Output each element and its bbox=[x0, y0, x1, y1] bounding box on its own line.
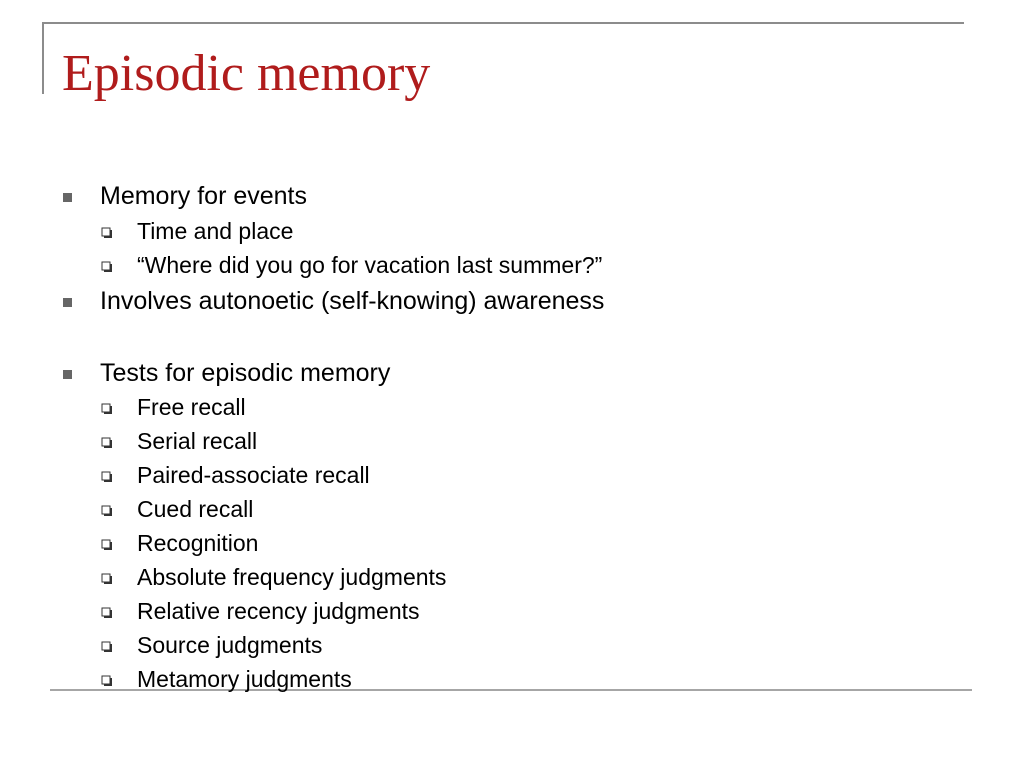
hollow-square-bullet-icon bbox=[101, 573, 113, 585]
sub-bullet-item: Absolute frequency judgments bbox=[137, 564, 447, 590]
slide-title: Episodic memory bbox=[62, 45, 431, 102]
bullet-item: Tests for episodic memory bbox=[100, 359, 391, 387]
bullet-item: Involves autonoetic (self-knowing) awareness bbox=[100, 287, 605, 315]
hollow-square-bullet-icon bbox=[101, 607, 113, 619]
frame-left-line bbox=[42, 22, 44, 94]
sub-bullet-item: Relative recency judgments bbox=[137, 598, 420, 624]
hollow-square-bullet-icon bbox=[101, 675, 113, 687]
bullet-item: Memory for events bbox=[100, 182, 308, 210]
sub-bullet-item: Free recall bbox=[137, 394, 246, 420]
hollow-square-bullet-icon bbox=[101, 437, 113, 449]
hollow-square-bullet-icon bbox=[101, 227, 113, 239]
sub-bullet-item: Paired-associate recall bbox=[137, 462, 370, 488]
sub-bullet-item: Recognition bbox=[137, 530, 259, 556]
square-bullet-icon bbox=[63, 193, 72, 202]
hollow-square-bullet-icon bbox=[101, 539, 113, 551]
square-bullet-icon bbox=[63, 370, 72, 379]
sub-bullet-item: Metamory judgments bbox=[137, 666, 352, 692]
square-bullet-icon bbox=[63, 298, 72, 307]
sub-bullet-item: “Where did you go for vacation last summer?” bbox=[137, 252, 603, 278]
hollow-square-bullet-icon bbox=[101, 471, 113, 483]
sub-bullet-item: Cued recall bbox=[137, 496, 254, 522]
hollow-square-bullet-icon bbox=[101, 403, 113, 415]
sub-bullet-item: Source judgments bbox=[137, 632, 323, 658]
hollow-square-bullet-icon bbox=[101, 505, 113, 517]
sub-bullet-item: Serial recall bbox=[137, 428, 258, 454]
sub-bullet-item: Time and place bbox=[137, 218, 294, 244]
frame-top-line bbox=[42, 22, 964, 24]
hollow-square-bullet-icon bbox=[101, 261, 113, 273]
hollow-square-bullet-icon bbox=[101, 641, 113, 653]
